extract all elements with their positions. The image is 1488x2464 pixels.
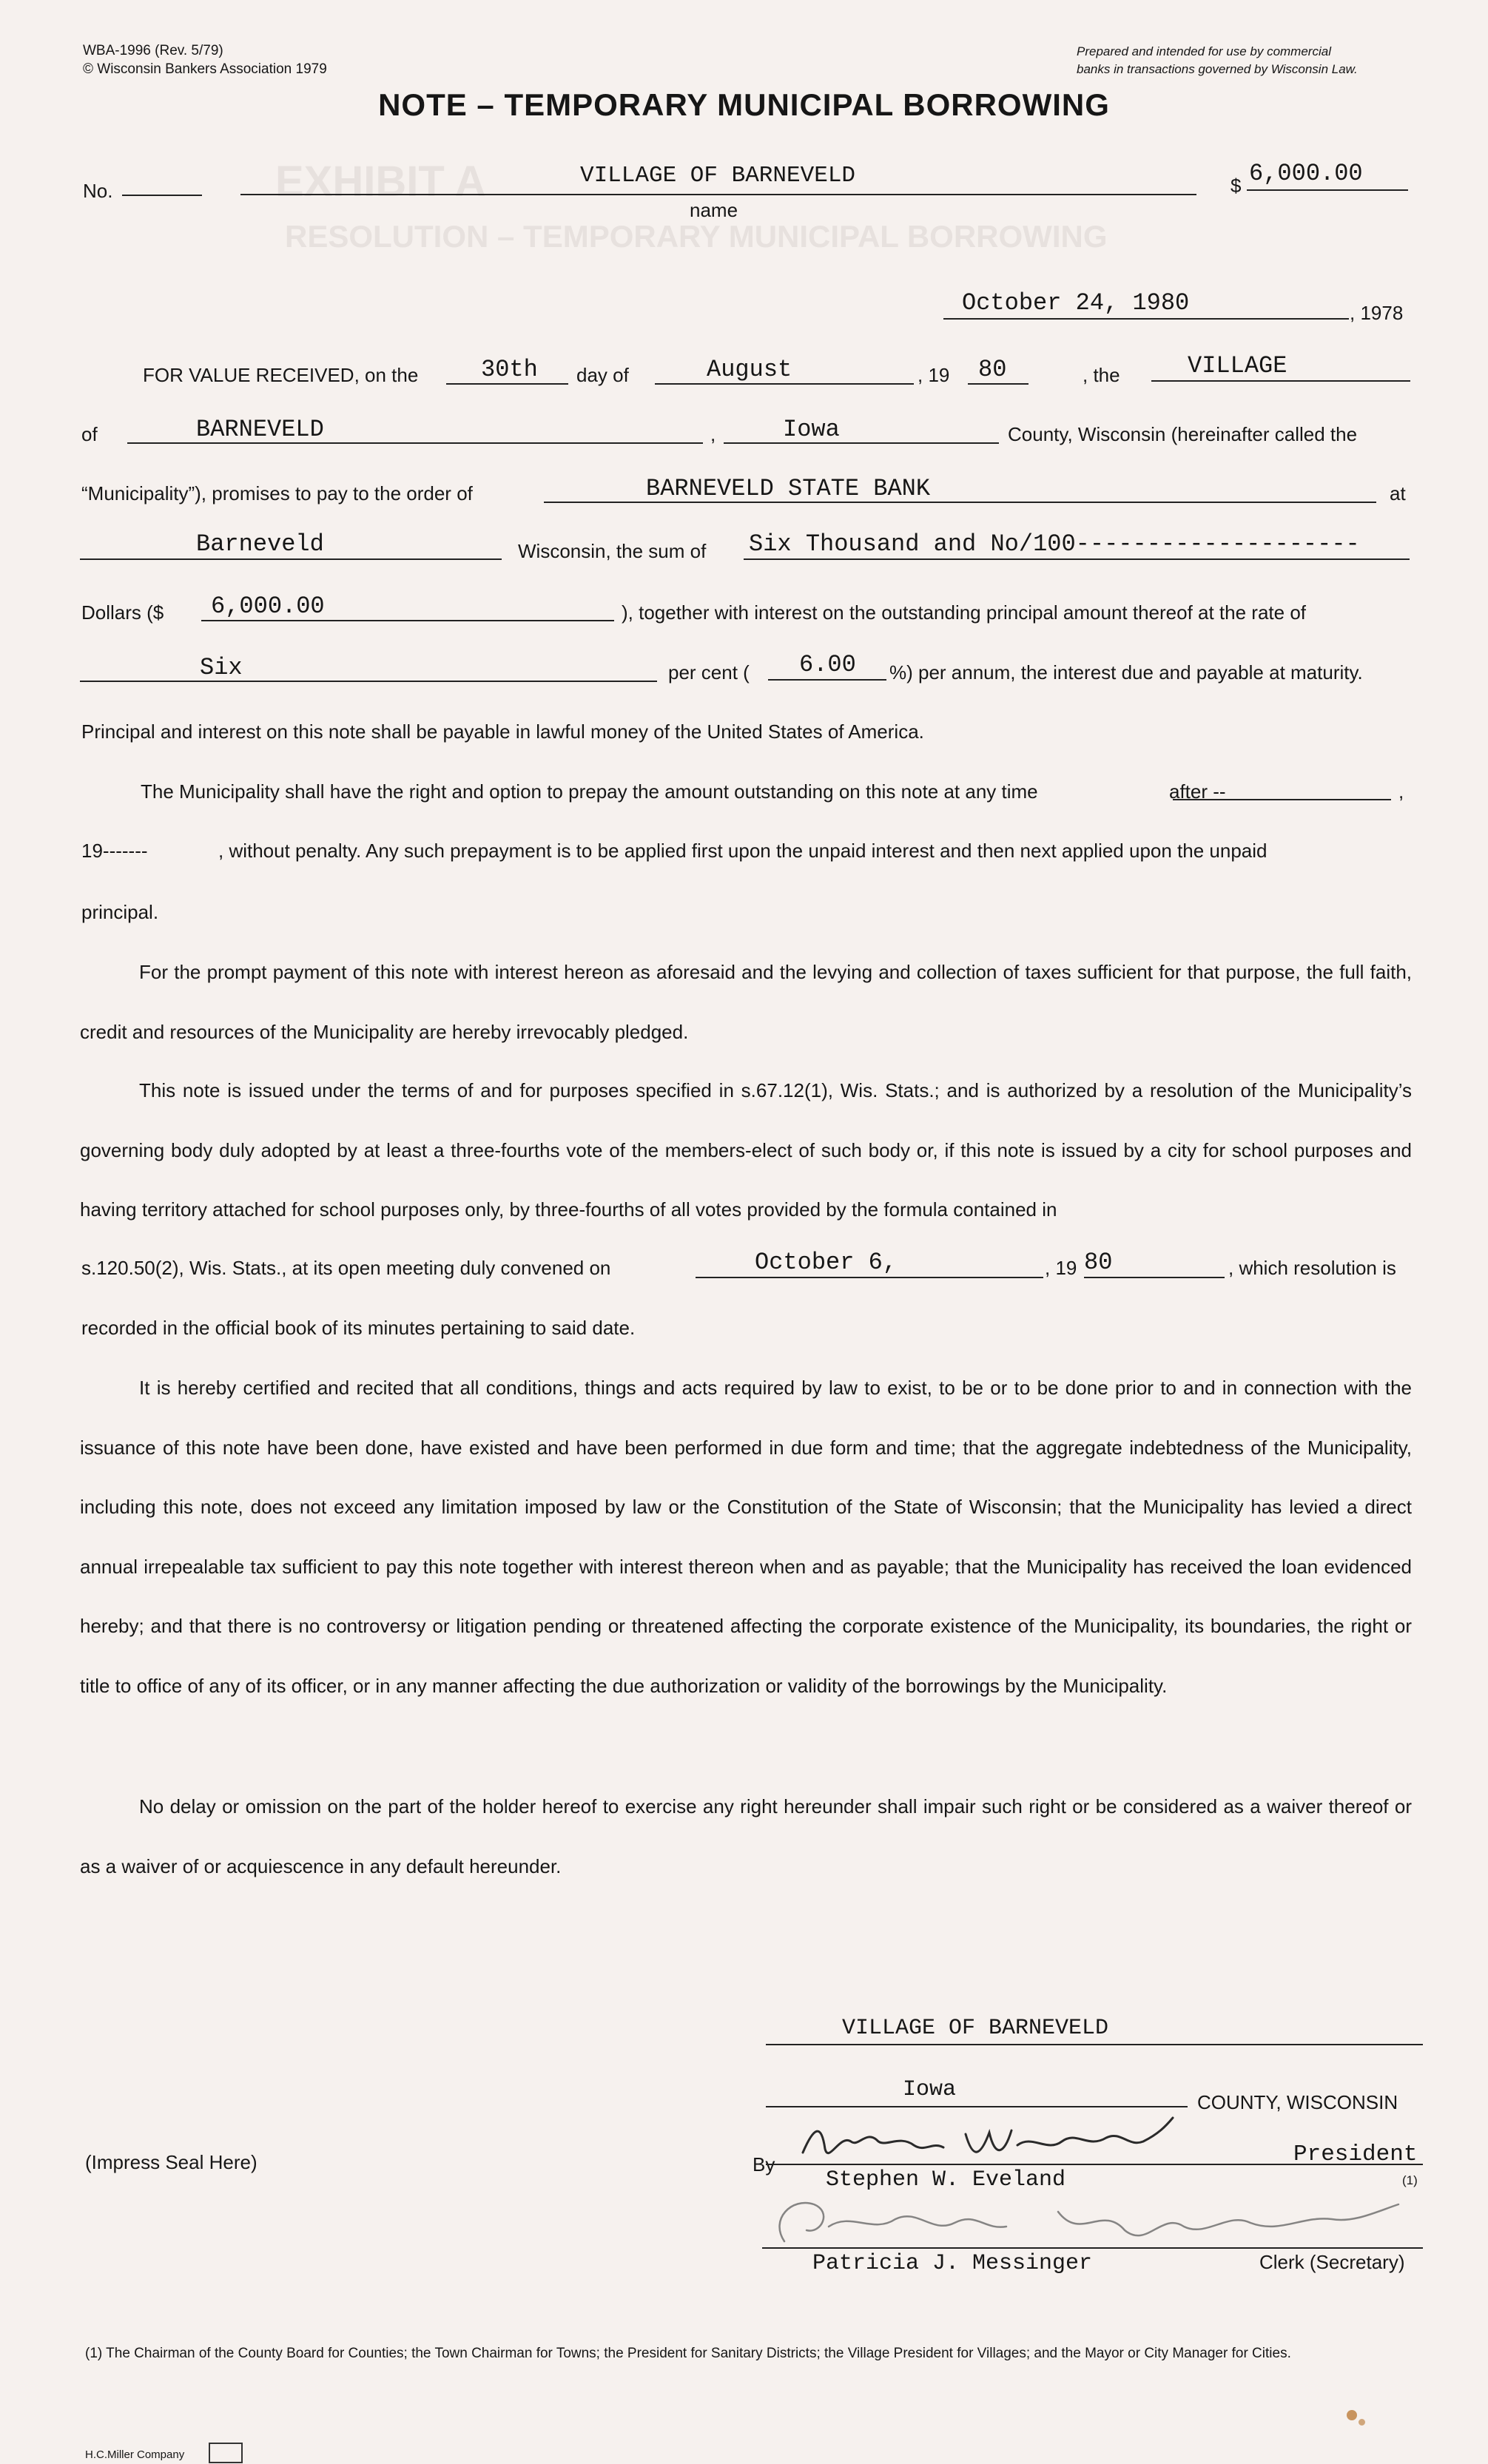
clerk-signature [762,2190,1413,2256]
municipality-line [127,442,703,444]
prepay-19: 19------- [81,840,148,862]
sum-text: Wisconsin, the sum of [518,540,707,562]
county-comma: , [710,423,716,445]
seal-label: (Impress Seal Here) [85,2151,257,2173]
issued-text-d: recorded in the official book of its minutes pertaining to said date. [81,1317,636,1339]
footnote: (1) The Chairman of the County Board for Counties; the Town Chairman for Towns; the President for Sanitary Districts; the Village President for Villages; and the Mayor or City Manager for Cities. [85,2346,1291,2361]
payee-line [544,502,1376,503]
president-title: President [1293,2141,1418,2167]
prepared-note [1077,43,1358,78]
bleed-through-heading: RESOLUTION – TEMPORARY MUNICIPAL BORROWING [285,219,1108,254]
prepared-note-line-2: banks in transactions governed by Wisconsin Law. [1077,62,1358,76]
promise-text: “Municipality”), promises to pay to the order of [81,482,473,504]
name-caption: name [690,199,738,221]
dollar-sign: $ [1231,175,1242,197]
printer-logo-icon [209,2443,243,2463]
signature-municipality-line [766,2044,1423,2045]
day-of-text: day of [576,364,629,386]
no-label: No. [83,180,113,202]
prepay-text-2: , without penalty. Any such prepayment is to be applied first upon the unpaid interest and then next applied upon the unpaid [218,840,1268,862]
president-signature [795,2112,1180,2171]
president-name: Stephen W. Eveland [826,2167,1066,2193]
printer-mark: H.C.Miller Company [85,2448,185,2461]
municipality-of-field: BARNEVELD [196,416,324,443]
percent-tail-text: %) per annum, the interest due and payable at maturity. [889,661,1363,683]
signature-county-line [766,2106,1188,2107]
delay-paragraph [80,1777,1412,1896]
amount-line [1247,189,1408,191]
president-footnote-marker: (1) [1402,2173,1418,2187]
at-text: at [1390,482,1406,504]
payee-field: BARNEVELD STATE BANK [646,475,931,502]
prepay-after: after -- [1169,780,1226,803]
value-received-text: FOR VALUE RECEIVED, on the [143,364,419,386]
name-line [240,194,1196,195]
meeting-year-field: 80 [1084,1249,1113,1276]
city-line [80,558,502,560]
issued-paragraph [80,1061,1412,1241]
prepay-after-line [1173,799,1391,800]
clerk-title: Clerk (Secretary) [1259,2251,1405,2273]
prompt-payment-paragraph [80,942,1412,1061]
the-text: , the [1083,364,1120,386]
date-line [943,318,1349,320]
interest-text: ), together with interest on the outstanding principal amount thereof at the rate of [622,601,1307,624]
certification-paragraph [80,1358,1412,1715]
bleed-through-exhibit: EXHIBIT A [275,158,486,206]
by-label: By [753,2153,775,2176]
sum-words-field: Six Thousand and No/100-------------------- [749,530,1360,558]
certification-text: It is hereby certified and recited that all conditions, things and acts required by law to exist, to be or to be done prior to and in connection with the issuance of this note have been done, have existed and have been performed in due form and time; that the aggregate indebtedness of the Municipality, including this note, does not exceed any limitation imposed by law or the Constitution of the State of Wisconsin; that the Municipality has levied a direct annual irrepealable tax sufficient to pay this note together with interest thereon when and as payable; that the Municipality has received the loan evidenced hereby; and that there is no controversy or litigation pending or threatened affecting the corporate existence of the Municipality, its boundaries, the right or title to office of any of its officer, or in any manner affecting the due authorization or validity of the borrowings by the Municipality. [80,1377,1412,1697]
meeting-date-field: October 6, [755,1249,898,1276]
percent-text: per cent ( [668,661,750,683]
day-field: 30th [481,356,538,383]
year-line [968,383,1029,385]
dollars-line [201,620,614,621]
year-field: 80 [978,356,1007,383]
page-title: NOTE – TEMPORARY MUNICIPAL BORROWING [378,87,1110,122]
rate-field: 6.00 [799,651,856,678]
dollars-label: Dollars ($ [81,601,164,624]
stain-mark-small-icon [1359,2419,1365,2426]
signature-county-label: COUNTY, WISCONSIN [1197,2091,1398,2113]
clerk-name: Patricia J. Messinger [812,2251,1093,2276]
of-text: of [81,423,98,445]
county-field: Iowa [783,416,840,443]
prompt-payment-text: For the prompt payment of this note with interest hereon as aforesaid and the levying and collection of taxes sufficient for that purpose, the full faith, credit and resources of the Municipality are hereby irrevocably pledged. [80,961,1412,1043]
municipality-type-field: VILLAGE [1188,352,1287,379]
stain-mark-icon [1347,2410,1357,2420]
prepay-text: The Municipality shall have the right and option to prepay the amount outstanding on this note at any time [141,780,1038,803]
meeting-date-line [696,1277,1043,1278]
year-prefix: , 19 [918,364,950,386]
principal-line: Principal and interest on this note shall be payable in lawful money of the United States of America. [81,720,924,743]
county-text: County, Wisconsin (hereinafter called the [1008,423,1358,445]
amount-field: 6,000.00 [1249,160,1363,187]
municipality-name-field: VILLAGE OF BARNEVELD [579,163,856,189]
month-line [655,383,914,385]
clerk-line [762,2247,1423,2249]
form-id: WBA-1996 (Rev. 5/79) [83,43,223,58]
no-line [122,195,202,196]
printed-year: , 1978 [1350,302,1404,324]
meeting-year-line [1084,1277,1225,1278]
prepay-comma: , [1398,780,1404,803]
rate-words-line [80,681,657,682]
issued-text-c: , which resolution is [1228,1257,1396,1279]
prepay-text-3: principal. [81,901,159,923]
sum-line [744,558,1410,560]
delay-text: No delay or omission on the part of the holder hereof to exercise any right hereunder shall impair such right or be considered as a waiver thereof or as a waiver of or acquiescence in any default hereunder. [80,1795,1412,1877]
signature-municipality: VILLAGE OF BARNEVELD [842,2016,1109,2041]
rate-words-field: Six [200,654,243,681]
signature-county-field: Iowa [903,2077,957,2102]
copyright: © Wisconsin Bankers Association 1979 [83,61,327,77]
rate-line [768,679,886,681]
type-line [1151,380,1410,382]
day-line [446,383,568,385]
issued-text: This note is issued under the terms of and for purposes specified in s.67.12(1), Wis. Stats.; and is authorized by a resolution of the Municipality’s governing body duly adopted by at least a three-fourths vote of the members-elect of such body or, if this note is issued by a city for school purposes and having territory attached for school purposes only, by three-fourths of all votes provided by the formula contained in [80,1079,1412,1221]
meeting-year-prefix: , 19 [1045,1257,1077,1279]
city-field: Barneveld [196,530,324,558]
issued-text-b: s.120.50(2), Wis. Stats., at its open meeting duly convened on [81,1257,611,1279]
dollars-field: 6,000.00 [211,593,325,620]
note-date: October 24, 1980 [962,289,1190,317]
county-line [724,442,999,444]
month-field: August [707,356,792,383]
prepared-note-line-1: Prepared and intended for use by commercial [1077,44,1331,58]
